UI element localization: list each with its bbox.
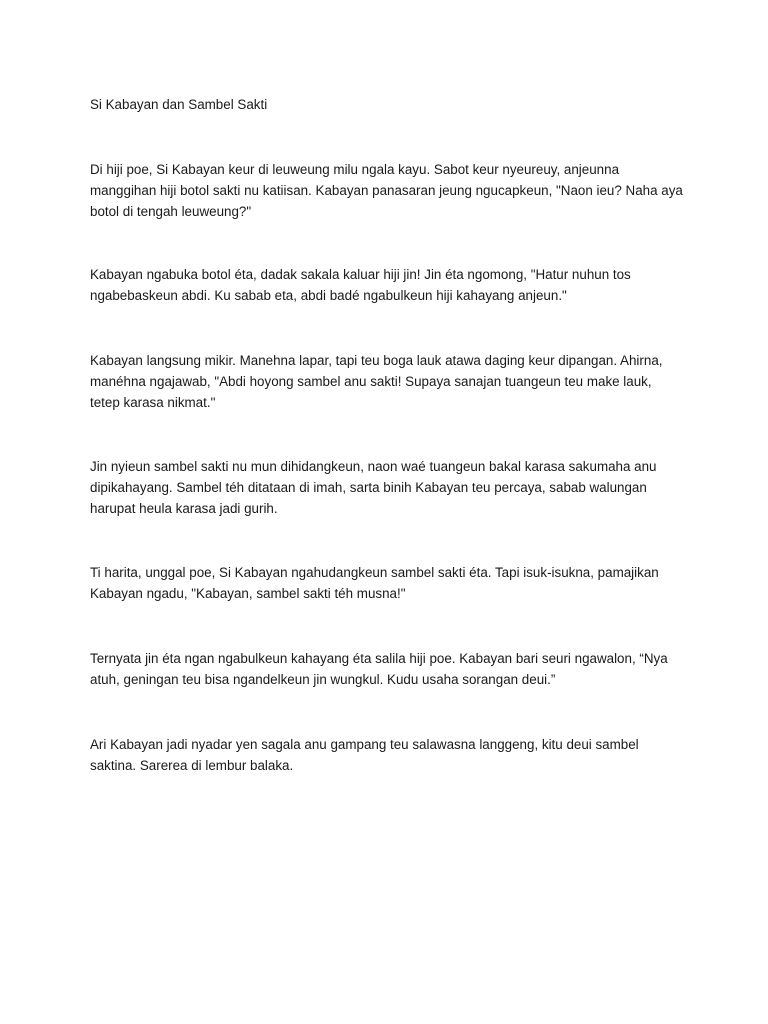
paragraph-1: Di hiji poe, Si Kabayan keur di leuweung milu ngala kayu. Sabot keur nyeureuy, anjeunna manggihan hiji botol sakti nu katiisan. Kabayan panasaran jeung ngucapkeun, "Naon ieu? Naha aya botol di tengah leuweung?" [90, 162, 683, 219]
paragraph-7: Ari Kabayan jadi nyadar yen sagala anu gampang teu salawasna langgeng, kitu deui sambel saktina. Sarerea di lembur balaka. [90, 737, 639, 773]
paragraph-6: Ternyata jin éta ngan ngabulkeun kahayang éta salila hiji poe. Kabayan bari seuri ngawalon, “Nya atuh, geningan teu bisa ngandelkeun jin wungkul. Kudu usaha sorangan deui.” [90, 651, 668, 687]
paragraph-5: Ti harita, unggal poe, Si Kabayan ngahudangkeun sambel sakti éta. Tapi isuk-isukna, pamajikan Kabayan ngadu, "Kabayan, sambel sakti téh musna!" [90, 565, 659, 601]
paragraph-3: Kabayan langsung mikir. Manehna lapar, tapi teu boga lauk atawa daging keur dipangan. Ahirna, manéhna ngajawab, "Abdi hoyong sambel anu sakti! Supaya sanajan tuangeun teu make lauk, tetep karasa nikmat." [90, 353, 663, 410]
paragraph-4: Jin nyieun sambel sakti nu mun dihidangkeun, naon waé tuangeun bakal karasa sakumaha anu dipikahayang. Sambel téh ditataan di imah, sarta binih Kabayan teu percaya, sabab walungan harupat heula karasa jadi gurih. [90, 459, 657, 516]
paragraph-2: Kabayan ngabuka botol éta, dadak sakala kaluar hiji jin! Jin éta ngomong, "Hatur nuhun tos ngabebaskeun abdi. Ku sabab eta, abdi badé ngabulkeun hiji kahayang anjeun." [90, 267, 631, 303]
document-title: Si Kabayan dan Sambel Sakti [90, 97, 268, 112]
